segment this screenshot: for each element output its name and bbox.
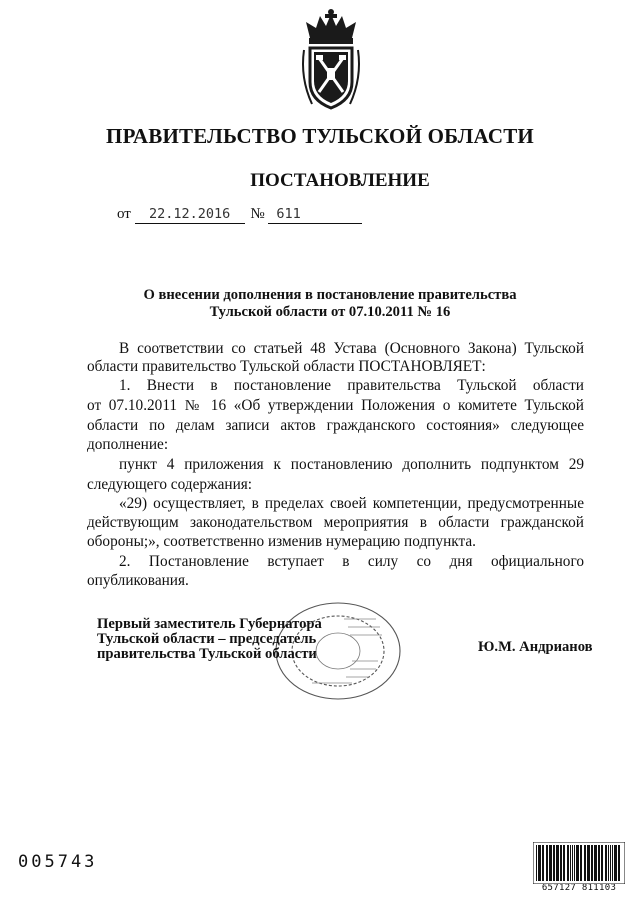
barcode-bar [563, 845, 565, 881]
barcode-icon [533, 842, 625, 884]
barcode-bar [598, 845, 600, 881]
body-line: 2. Постановление вступает в силу со дня официального [119, 553, 584, 570]
barcode-bar [591, 845, 593, 881]
signatory-line-1: Первый заместитель Губернатора [97, 616, 322, 632]
date-number-line [117, 205, 362, 224]
barcode-bar [560, 845, 562, 881]
barcode-bar [572, 845, 573, 881]
barcode-bar [553, 845, 555, 881]
body-line: области по делам записи актов гражданского состояния» следующее [87, 417, 584, 434]
body-line: обороны;», соответственно изменив нумерацию подпункта. [87, 533, 476, 550]
barcode-bar [576, 845, 579, 881]
barcode-bar [536, 845, 537, 881]
body-line: следующего содержания: [87, 476, 253, 493]
signatory-line-3: правительства Тульской области [97, 646, 317, 662]
barcode-bar [542, 845, 544, 881]
body-line: В соответствии со статьей 48 Устава (Основного Закона) Тульской [119, 340, 584, 357]
body-line: от 07.10.2011 № 16 «Об утверждении Положения о комитете Тульской [87, 397, 584, 414]
subject-line-1: О внесении дополнения в постановление правительства [143, 287, 517, 303]
barcode-bar [546, 845, 548, 881]
barcode-bar [574, 845, 575, 881]
barcode-bar [594, 845, 597, 881]
barcode-bar [580, 845, 582, 881]
document-date: 22.12.2016 [135, 205, 245, 224]
body-line: области правительство Тульской области ПОСТАНОВЛЯЕТ: [87, 358, 486, 375]
barcode-bar [584, 845, 586, 881]
barcode-bar [614, 845, 617, 881]
coat-of-arms-icon [298, 8, 364, 114]
barcode-bar [601, 845, 603, 881]
barcode-bar [570, 845, 571, 881]
barcode-bar [618, 845, 620, 881]
body-line: пункт 4 приложения к постановлению дополнить подпунктом 29 [119, 456, 584, 473]
body-line: «29) осуществляет, в пределах своей компетенции, предусмотренные [119, 495, 584, 512]
body-line: дополнение: [87, 436, 169, 453]
barcode-bar [610, 845, 611, 881]
body-line: опубликования. [87, 572, 189, 589]
date-prefix: от [117, 206, 131, 222]
signatory-line-2: Тульской области – председатель [97, 631, 317, 647]
barcode-bar [605, 845, 607, 881]
barcode-bar [567, 845, 569, 881]
barcode-bar [538, 845, 541, 881]
barcode-bar [612, 845, 613, 881]
barcode-bar [587, 845, 590, 881]
body-line: действующим законодательством мероприятия в области гражданской [87, 514, 584, 531]
barcode-bar [608, 845, 609, 881]
subject-line-2: Тульской области от 07.10.2011 № 16 [209, 304, 451, 320]
body-line: 1. Внести в постановление правительства Тульской области [119, 377, 584, 394]
serial-number: 005743 [18, 852, 98, 872]
number-prefix: № [250, 206, 265, 222]
government-title: ПРАВИТЕЛЬСТВО ТУЛЬСКОЙ ОБЛАСТИ [106, 124, 534, 148]
signatory-position [97, 617, 322, 662]
barcode-bar [549, 845, 552, 881]
signatory-name: Ю.М. Андрианов [478, 639, 593, 655]
barcode-number: 657127 811103 [541, 883, 617, 893]
barcode-bar [556, 845, 559, 881]
document-type: ПОСТАНОВЛЕНИЕ [250, 170, 430, 191]
document-number: 611 [268, 205, 362, 224]
